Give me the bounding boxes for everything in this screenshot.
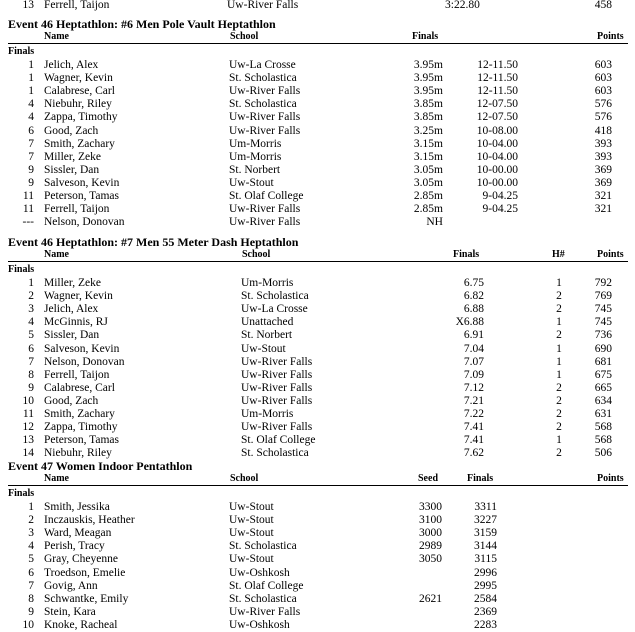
school: Um-Morris [241, 277, 294, 289]
result-row [0, 138, 635, 151]
school: St. Scholastica [241, 290, 309, 303]
place: 1 [28, 72, 34, 85]
finals-mark: 3.95m [413, 59, 443, 71]
heat-number: 1 [556, 434, 562, 447]
points: 631 [594, 408, 612, 420]
athlete-name: Smith, Zachary [44, 137, 115, 150]
finals-mark: 3.15m [413, 150, 443, 163]
points: 745 [594, 316, 612, 329]
athlete-name: Wagner, Kevin [44, 290, 113, 303]
finals-mark: 3.85m [413, 98, 443, 111]
school: Uw-Stout [229, 176, 274, 189]
result-row [0, 216, 635, 229]
place: 10 [22, 394, 34, 407]
athlete-name: Salveson, Kevin [44, 176, 120, 189]
school: Uw-River Falls [229, 203, 301, 216]
place: 12 [22, 421, 34, 434]
points: 736 [594, 329, 612, 342]
school: Uw-River Falls [227, 0, 299, 11]
points: 769 [594, 290, 612, 303]
school: St. Scholastica [229, 540, 297, 553]
school: Uw-La Crosse [229, 59, 296, 71]
points: 745 [594, 303, 612, 316]
school: Uw-River Falls [229, 124, 301, 137]
points: 576 [594, 111, 612, 124]
place: 2 [28, 290, 34, 303]
result-row [0, 567, 635, 580]
heat-number: 2 [556, 303, 562, 316]
converted-mark: 10-04.00 [476, 137, 518, 150]
place: 13 [22, 434, 34, 447]
finals-mark: 2.85m [413, 190, 443, 202]
finals-label: Finals [8, 264, 35, 275]
seed-mark: 3050 [419, 553, 442, 566]
result-row [0, 151, 635, 164]
header-divider [8, 485, 628, 486]
seed-mark: 2989 [419, 540, 442, 553]
finals-mark: 3:22.80 [445, 0, 480, 11]
place: 14 [22, 447, 34, 460]
athlete-name: Ferrell, Taijon [44, 368, 110, 381]
converted-mark: 12-07.50 [476, 98, 518, 111]
athlete-name: Nelson, Donovan [44, 216, 125, 229]
result-row [0, 527, 635, 540]
heat-number: 1 [556, 355, 562, 368]
result-row [0, 177, 635, 190]
place: 7 [28, 579, 34, 592]
school: Uw-Stout [229, 501, 274, 513]
result-row [0, 98, 635, 111]
athlete-name: Smith, Jessika [44, 501, 110, 513]
place: 4 [28, 540, 34, 553]
heat-number: 1 [556, 277, 562, 289]
school: Uw-River Falls [241, 368, 313, 381]
header-points: Points [597, 473, 624, 484]
place: 6 [28, 342, 34, 355]
points: 665 [594, 381, 612, 394]
points: 568 [594, 434, 612, 447]
heat-number: 1 [556, 342, 562, 355]
athlete-name: Niebuhr, Riley [44, 98, 112, 111]
school: St. Scholastica [229, 72, 297, 85]
header-name: Name [44, 31, 69, 42]
place: 1 [28, 501, 34, 513]
result-row [0, 343, 635, 356]
carryover-row [0, 0, 635, 12]
converted-mark: 12-07.50 [476, 111, 518, 124]
result-row [0, 408, 635, 421]
finals-mark: 3.95m [413, 85, 443, 98]
result-row [0, 553, 635, 566]
header-school: School [242, 249, 271, 260]
place: 6 [28, 566, 34, 579]
school: Uw-River Falls [241, 421, 313, 434]
result-row [0, 514, 635, 527]
school: Uw-Oshkosh [229, 618, 290, 631]
section-title: Event 46 Heptathlon: #6 Men Pole Vault Heptathlon [8, 17, 276, 31]
finals-mark: NH [426, 216, 443, 229]
school: Uw-River Falls [241, 355, 313, 368]
finals-mark: 2369 [474, 605, 497, 618]
athlete-name: Stein, Kara [44, 605, 96, 618]
heat-number: 2 [556, 394, 562, 407]
athlete-name: Govig, Ann [44, 579, 98, 592]
header-school: School [230, 473, 259, 484]
converted-mark: 10-08.00 [476, 124, 518, 137]
finals-mark: 2283 [474, 618, 497, 631]
school: St. Norbert [241, 329, 293, 342]
place: 11 [22, 190, 34, 202]
athlete-name: Ferrell, Taijon [44, 0, 110, 11]
points: 458 [594, 0, 612, 11]
result-row [0, 356, 635, 369]
result-row [0, 580, 635, 593]
points: 393 [594, 150, 612, 163]
place: --- [22, 216, 34, 229]
athlete-name: Troedson, Emelie [44, 566, 126, 579]
athlete-name: Salveson, Kevin [44, 342, 120, 355]
place: 9 [28, 163, 34, 176]
athlete-name: Sissler, Dan [44, 329, 100, 342]
school: Um-Morris [241, 408, 294, 420]
place: 5 [28, 553, 34, 566]
points: 369 [594, 163, 612, 176]
finals-mark: 7.22 [463, 408, 484, 420]
seed-mark: 3100 [419, 514, 442, 527]
result-row [0, 59, 635, 72]
header-finals: Finals [467, 473, 494, 484]
finals-mark: 7.09 [463, 368, 484, 381]
finals-mark: 2995 [474, 579, 497, 592]
school: St. Norbert [229, 163, 281, 176]
place: 8 [28, 592, 34, 605]
finals-mark: 7.62 [463, 447, 484, 460]
athlete-name: Gray, Cheyenne [44, 553, 118, 566]
school: Uw-River Falls [241, 381, 313, 394]
finals-mark: 3.05m [413, 176, 443, 189]
heat-number: 1 [556, 316, 562, 329]
heat-number: 2 [556, 329, 562, 342]
school: St. Scholastica [229, 98, 297, 111]
place: 9 [28, 381, 34, 394]
athlete-name: Perish, Tracy [44, 540, 105, 553]
header-name: Name [44, 473, 69, 484]
place: 3 [28, 303, 34, 316]
place: 2 [28, 514, 34, 527]
place: 1 [28, 277, 34, 289]
athlete-name: Niebuhr, Riley [44, 447, 112, 460]
converted-mark: 10-00.00 [476, 163, 518, 176]
header-divider [8, 261, 628, 262]
place: 4 [28, 98, 34, 111]
finals-mark: 6.88 [463, 303, 484, 316]
athlete-name: Miller, Zeke [44, 277, 102, 289]
place: 4 [28, 111, 34, 124]
result-row [0, 619, 635, 632]
result-row [0, 111, 635, 124]
converted-mark: 12-11.50 [477, 59, 518, 71]
header-name: Name [44, 249, 69, 260]
school: Unattached [241, 316, 294, 329]
heat-number: 2 [556, 447, 562, 460]
result-row [0, 203, 635, 216]
finals-mark: 6.91 [463, 329, 484, 342]
points: 681 [594, 355, 612, 368]
place: 9 [28, 605, 34, 618]
school: Uw-Oshkosh [229, 566, 290, 579]
column-headers [0, 473, 635, 485]
finals-mark: 7.12 [463, 381, 484, 394]
athlete-name: Peterson, Tamas [44, 190, 119, 202]
result-row [0, 329, 635, 342]
athlete-name: Jelich, Alex [44, 303, 99, 316]
heat-number: 1 [556, 368, 562, 381]
finals-mark: 7.07 [463, 355, 484, 368]
finals-mark: 7.41 [463, 421, 484, 434]
finals-mark: 3.05m [413, 163, 443, 176]
school: Uw-La Crosse [241, 303, 308, 316]
place: 1 [28, 85, 34, 98]
points: 568 [594, 421, 612, 434]
points: 321 [594, 190, 612, 202]
points: 603 [594, 85, 612, 98]
athlete-name: Jelich, Alex [44, 59, 99, 71]
heat-number: 2 [556, 421, 562, 434]
converted-mark: 9-04.25 [482, 203, 518, 216]
school: Um-Morris [229, 150, 282, 163]
place: 7 [28, 150, 34, 163]
school: Uw-Stout [241, 342, 286, 355]
athlete-name: Good, Zach [44, 394, 99, 407]
finals-mark: 7.41 [463, 434, 484, 447]
athlete-name: Knoke, Racheal [44, 618, 118, 631]
school: Uw-Stout [229, 553, 274, 566]
place: 13 [22, 0, 34, 11]
result-row [0, 72, 635, 85]
athlete-name: Ward, Meagan [44, 527, 112, 540]
finals-mark: 3.95m [413, 72, 443, 85]
points: 675 [594, 368, 612, 381]
athlete-name: McGinnis, RJ [44, 316, 108, 329]
school: Uw-River Falls [241, 394, 313, 407]
result-row [0, 85, 635, 98]
points: 321 [594, 203, 612, 216]
points: 634 [594, 394, 612, 407]
header-finals: Finals [412, 31, 439, 42]
athlete-name: Schwantke, Emily [44, 592, 129, 605]
athlete-name: Good, Zach [44, 124, 99, 137]
points: 418 [594, 124, 612, 137]
points: 690 [594, 342, 612, 355]
seed-mark: 3000 [419, 527, 442, 540]
converted-mark: 12-11.50 [477, 85, 518, 98]
finals-mark: 3115 [474, 553, 497, 566]
school: Uw-River Falls [229, 85, 301, 98]
athlete-name: Zappa, Timothy [44, 421, 118, 434]
place: 8 [28, 368, 34, 381]
finals-mark: 6.82 [463, 290, 484, 303]
school: St. Scholastica [241, 447, 309, 460]
section-title: Event 46 Heptathlon: #7 Men 55 Meter Dash Heptathlon [8, 235, 299, 249]
column-headers [0, 249, 635, 261]
converted-mark: 9-04.25 [482, 190, 518, 202]
athlete-name: Peterson, Tamas [44, 434, 119, 447]
header-divider [8, 43, 628, 44]
result-row [0, 369, 635, 382]
place: 9 [28, 176, 34, 189]
athlete-name: Nelson, Donovan [44, 355, 125, 368]
header-seed: Seed [418, 473, 438, 484]
place: 3 [28, 527, 34, 540]
place: 7 [28, 355, 34, 368]
header-points: Points [597, 249, 624, 260]
athlete-name: Miller, Zeke [44, 150, 102, 163]
column-headers [0, 31, 635, 43]
place: 5 [28, 329, 34, 342]
athlete-name: Smith, Zachary [44, 408, 115, 420]
converted-mark: 10-04.00 [476, 150, 518, 163]
finals-label: Finals [8, 46, 35, 57]
header-finals: Finals [453, 249, 480, 260]
finals-mark: 3144 [474, 540, 497, 553]
finals-mark: 2584 [474, 592, 497, 605]
athlete-name: Calabrese, Carl [44, 381, 115, 394]
result-row [0, 290, 635, 303]
heat-number: 2 [556, 290, 562, 303]
finals-mark: 3227 [474, 514, 497, 527]
finals-mark: 2996 [474, 566, 497, 579]
seed-mark: 3300 [419, 501, 442, 513]
school: St. Olaf College [229, 190, 304, 202]
finals-mark: 3.15m [413, 137, 443, 150]
finals-mark: 3.25m [413, 124, 443, 137]
result-row [0, 382, 635, 395]
result-row [0, 395, 635, 408]
athlete-name: Inczauskis, Heather [44, 514, 135, 527]
points: 603 [594, 72, 612, 85]
finals-mark: 3159 [474, 527, 497, 540]
result-row [0, 125, 635, 138]
finals-mark: 3311 [474, 501, 497, 513]
points: 576 [594, 98, 612, 111]
result-row [0, 164, 635, 177]
result-row [0, 606, 635, 619]
finals-mark: 3.85m [413, 111, 443, 124]
finals-mark: X6.88 [455, 316, 484, 329]
result-row [0, 540, 635, 553]
athlete-name: Sissler, Dan [44, 163, 100, 176]
school: Uw-River Falls [229, 111, 301, 124]
result-row [0, 593, 635, 606]
result-row [0, 421, 635, 434]
points: 393 [594, 137, 612, 150]
place: 11 [22, 408, 34, 420]
points: 369 [594, 176, 612, 189]
heat-number: 2 [556, 408, 562, 420]
section-title: Event 47 Women Indoor Pentathlon [8, 459, 193, 473]
school: Uw-Stout [229, 527, 274, 540]
place: 6 [28, 124, 34, 137]
school: Um-Morris [229, 137, 282, 150]
header-school: School [230, 31, 259, 42]
header-points: Points [597, 31, 624, 42]
athlete-name: Wagner, Kevin [44, 72, 113, 85]
school: Uw-Stout [229, 514, 274, 527]
converted-mark: 12-11.50 [477, 72, 518, 85]
school: St. Olaf College [241, 434, 316, 447]
result-row [0, 303, 635, 316]
place: 1 [28, 59, 34, 71]
athlete-name: Calabrese, Carl [44, 85, 115, 98]
points: 506 [594, 447, 612, 460]
result-row [0, 277, 635, 290]
place: 4 [28, 316, 34, 329]
seed-mark: 2621 [419, 592, 442, 605]
athlete-name: Zappa, Timothy [44, 111, 118, 124]
school: Uw-River Falls [229, 605, 301, 618]
finals-mark: 7.04 [463, 342, 484, 355]
header-heat: H# [552, 249, 565, 260]
finals-mark: 2.85m [413, 203, 443, 216]
converted-mark: 10-00.00 [476, 176, 518, 189]
school: Uw-River Falls [229, 216, 301, 229]
place: 10 [22, 618, 34, 631]
points: 792 [594, 277, 612, 289]
athlete-name: Ferrell, Taijon [44, 203, 110, 216]
finals-label: Finals [8, 488, 35, 499]
result-row [0, 190, 635, 203]
result-row [0, 501, 635, 514]
finals-mark: 6.75 [463, 277, 484, 289]
finals-mark: 7.21 [463, 394, 484, 407]
points: 603 [594, 59, 612, 71]
result-row [0, 316, 635, 329]
school: St. Scholastica [229, 592, 297, 605]
heat-number: 2 [556, 381, 562, 394]
result-row [0, 434, 635, 447]
place: 11 [22, 203, 34, 216]
school: St. Olaf College [229, 579, 304, 592]
place: 7 [28, 137, 34, 150]
